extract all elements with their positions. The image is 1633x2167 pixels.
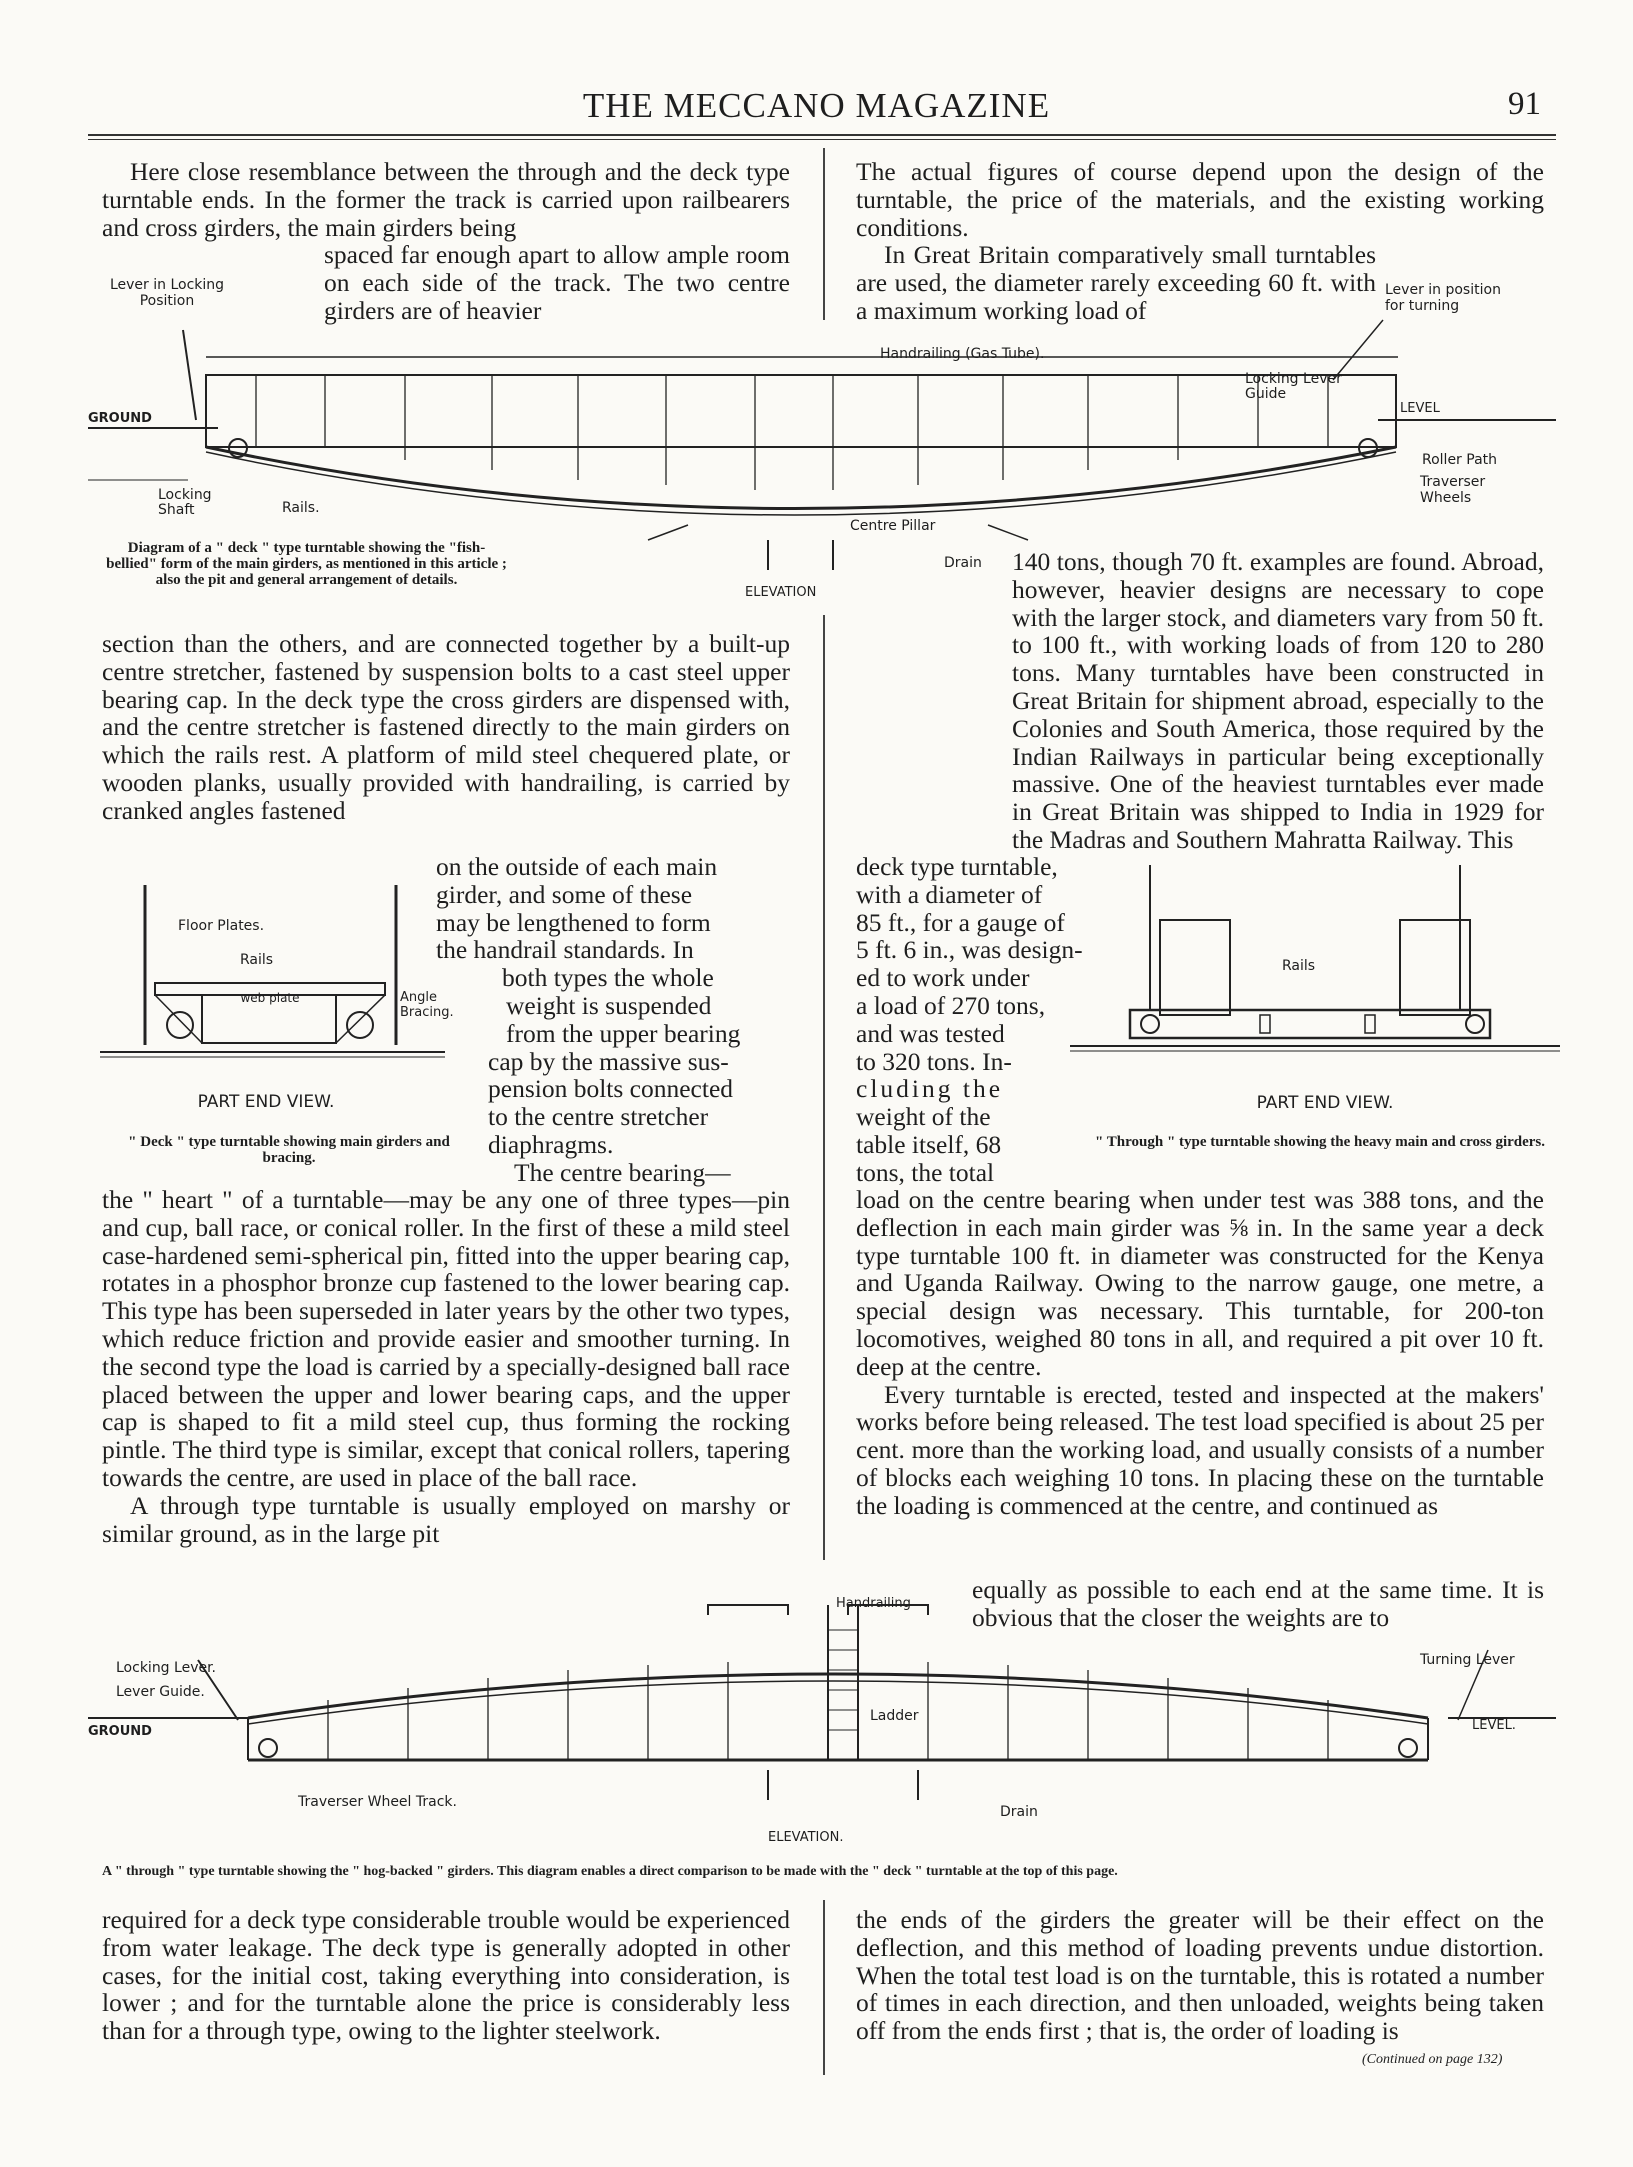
label-handrailing-gas-tube: Handrailing (Gas Tube). [880, 346, 1045, 362]
right-text-after-diagram-first: 140 tons, though 70 ft. examples are found. Abroad, however, heavier designs are necessary to cope with the larger stock, and diameters vary from 50 ft. to 100 ft., with working loads of from 120 to 280 tons. Many turntables have been constructed in Great Britain for shipment abroad, especially to the Colonies and South America, those required by the Indian Railways in particular being exceptionally massive. One of the heaviest turntables ever made in Great Britain was shipped to India in 1929 for the Madras and Southern Mahratta Railway. This [1012, 547, 1544, 854]
through-end-view-title: PART END VIEW. [1256, 1093, 1394, 1113]
label-level: LEVEL [1400, 401, 1440, 416]
label-roller-path: Roller Path [1422, 452, 1498, 468]
top-left-paragraph-cont: spaced far enough apart to allow ample room on each side of the track. The two centre girders are of heavier [324, 240, 790, 325]
through-turntable-diagram [88, 1620, 1556, 1860]
label-rails-through-end: Rails [1282, 958, 1316, 974]
label-web-plate: web plate [240, 991, 300, 1005]
label-floor-plates: Floor Plates. [178, 918, 265, 934]
right-bottom-text-cont: equally as possible to each end at the same time. It is obvious that the closer the weights are to [972, 1575, 1544, 1632]
deck-end-view-diagram [100, 865, 500, 1080]
label-traverser-wheels: Traverser Wheels [1420, 474, 1486, 506]
label-locking-lever-guide: Locking Lever Guide [1245, 371, 1342, 402]
header-rule [88, 134, 1556, 136]
label-angle-bracing: Angle Bracing. [400, 990, 454, 1020]
label-handrailing-through: Handrailing [836, 1596, 911, 1611]
column-divider-top [823, 148, 825, 320]
page-number: 91 [1508, 86, 1541, 122]
footer-left-text: required for a deck type considerable trouble would be experienced from water leakage. The deck type is generally adopted in other cases, for the initial cost, taking everything into consideration, is lower ; and for the turntable alone the price is considerably less than for a through type, owing to the lighter steelwork. [102, 1905, 790, 2046]
label-elevation-through: ELEVATION. [768, 1830, 844, 1845]
label-elevation-deck: ELEVATION [745, 585, 817, 600]
left-narrow-column: on the outside of each main girder, and some of these may be lengthened to form the handrail standards. In both types the whole weight is suspended from the upper bearing cap by the massive sus- pension bolts connected to the centre stretcher diaphragms. The centre bearing— [436, 852, 741, 1187]
label-rails: Rails. [282, 500, 320, 516]
caption-through-diagram: A " through " type turntable showing the " hog-backed " girders. This diagram enables a direct comparison to be made with the " deck " turntable at the top of this page. [102, 1864, 1118, 1879]
label-level-through: LEVEL. [1472, 1718, 1516, 1733]
header-rule-thin [88, 139, 1556, 140]
label-turning-lever: Turning Lever [1420, 1652, 1515, 1668]
label-lever-guide: Lever Guide. [116, 1684, 205, 1700]
magazine-title: THE MECCANO MAGAZINE [582, 86, 1051, 125]
column-divider-mid [823, 615, 825, 1560]
footer-right-text: the ends of the girders the greater will be their effect on the deflection, and this method of loading prevents undue distortion. When the total test load is on the turntable, this is rotated a number of times in each direction, and then unloaded, weights being taken off from the ends first ; that is, the order of loading is [856, 1905, 1544, 2046]
label-ladder: Ladder [870, 1708, 919, 1724]
deck-end-view-title: PART END VIEW. [197, 1092, 335, 1112]
label-rails-deck-end: Rails [240, 952, 274, 968]
top-right-paragraph: The actual figures of course depend upon the design of the turntable, the price of the materials, and the existing working conditions. In Great Britain comparatively small turntables are used, the diameter rarely exceeding 60 ft. with a maximum working load of [856, 157, 1544, 325]
label-ground: GROUND [88, 411, 152, 426]
right-bottom-text: load on the centre bearing when under test was 388 tons, and the deflection in each main girder was ⅝ in. In the same year a deck type turntable 100 ft. in diameter was constructed for the Kenya and Uganda Railway. Owing to the narrow gauge, one metre, a special design was necessary. This turntable, for 200-ton locomotives, weighed 80 tons in all, and required a pit over 10 ft. deep at the centre. Every turntable is erected, tested and inspected at the makers' works before being released. The test load specified is about 25 per cent. more than the working load, and usually consists of a number of blocks each weighing 10 tons. In placing these on the turntable the loading is commenced at the centre, and continued as [856, 1185, 1544, 1520]
column-divider-bottom [823, 1900, 825, 2075]
label-drain-through: Drain [1000, 1804, 1038, 1820]
label-lever-turning: Lever in position for turning [1385, 282, 1501, 314]
caption-deck-diagram: Diagram of a " deck " type turntable showing the "fish-bellied" form of the main girders, as mentioned in this article ; also the pit and general arrangement of details. [106, 540, 507, 588]
continued-note: (Continued on page 132) [1362, 2052, 1503, 2067]
label-traverser-wheel-track: Traverser Wheel Track. [298, 1794, 457, 1810]
caption-through-end-view: " Through " type turntable showing the heavy main and cross girders. [1094, 1134, 1546, 1150]
left-text-after-diagram: section than the others, and are connected together by a built-up centre stretcher, fastened by suspension bolts to a cast steel upper bearing cap. In the deck type the cross girders are dispensed with, and the centre stretcher is fastened directly to the main girders on which the rails rest. A platform of mild steel chequered plate, or wooden planks, usually provided with handrailing, is carried by cranked angles fastened [102, 629, 790, 825]
label-locking-lever: Locking Lever. [116, 1660, 217, 1676]
caption-deck-end-view: " Deck " type turntable showing main girders and bracing. [128, 1134, 450, 1166]
label-ground-through: GROUND [88, 1724, 152, 1739]
label-centre-pillar: Centre Pillar [850, 518, 936, 534]
left-bottom-text: the " heart " of a turntable—may be any one of three types—pin and cup, ball race, or conical roller. In the first of these a mild steel case-hardened semi-spherical pin, fitted into the upper bearing cap, rotates in a phosphor bronze cup fastened to the lower bearing cap. This type has been superseded in later years by the other two types, which reduce friction and provide easier and smoother turning. In the second type the load is carried by a specially-designed ball race placed between the upper and lower bearing caps, and the upper cap is shaped to fit a mild steel cup, thus forming the rocking pintle. The third type is similar, except that conical rollers, tapering towards the centre, are used in place of the ball race. A through type turntable is usually employed on marshy or similar ground, as in the large pit [102, 1185, 790, 1548]
label-lever-locking: Lever in Locking Position [109, 277, 225, 309]
label-locking-shaft: Locking Shaft [158, 487, 212, 518]
right-narrow-column: deck type turntable, with a diameter of 85 ft., for a gauge of 5 ft. 6 in., was design- ed to work under a load of 270 tons, and was tested to 320 tons. In- cluding the weight of the table itself, 68 tons, the total [856, 852, 1083, 1187]
top-left-paragraph: Here close resemblance between the through and the deck type turntable ends. In the former the track is carried upon railbearers and cross girders, the main girders being [102, 157, 790, 242]
label-drain: Drain [944, 555, 982, 571]
